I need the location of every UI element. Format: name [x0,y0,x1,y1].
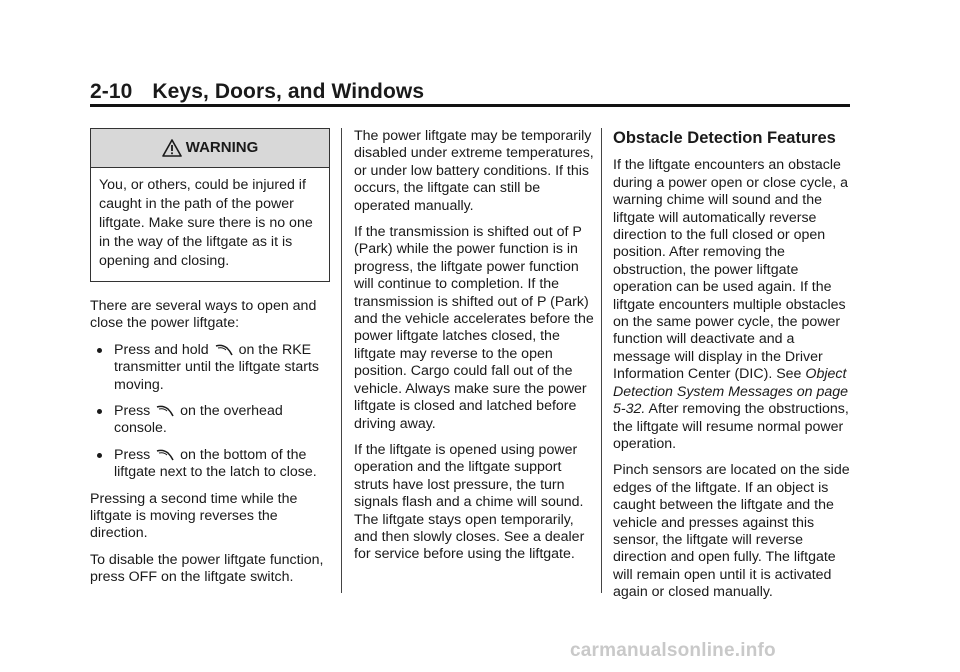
paragraph-text: If the liftgate encounters an obstacle during a power open or close cycle, a warning chime will sound and the liftgate will automatically reverse direction to the full closed or open position. After removing the obstruction, the power liftgate operation can be used again. If the liftgate encounters multiple obstacles on the same power cycle, the power function will deactivate and a message will display in the Driver Information Center (DIC). See [613,157,849,383]
intro-paragraph: There are several ways to open and close the power liftgate: [90,298,317,332]
paragraph: The power liftgate may be temporarily disabled under extreme temperatures, or under low battery conditions. If this occurs, the liftgate can still be operated manually. [354,128,594,214]
paragraph: Pinch sensors are located on the side edges of the liftgate. If an object is caught between the liftgate and the vehicle and presses against this sensor, the liftgate will reverse direction and open fully. The liftgate will remain open until it is activated again or closed manually. [613,462,850,601]
watermark: carmanualsonline.info [570,640,776,661]
list-item [90,447,330,482]
warning-header [91,129,329,168]
bullet-dot [97,348,102,353]
liftgate-button-icon [215,344,233,356]
column-right [613,128,855,611]
page-number: 2-10 [90,80,133,103]
bullet-text: on the bottom of the liftgate next to the latch to close. [114,446,317,481]
page-header [90,80,850,106]
bullet-list [90,342,330,482]
warning-box [90,128,330,282]
bullet-text: Press and hold [114,341,209,358]
column-left [90,128,330,596]
liftgate-button-icon [156,449,174,461]
bullet-dot [97,453,102,458]
warning-triangle-icon [162,139,182,157]
list-item [90,403,330,438]
column-divider [601,128,602,593]
section-heading: Obstacle Detection Features [613,129,836,147]
list-item [90,342,330,394]
disable-paragraph: To disable the power liftgate function, press OFF on the liftgate switch. [90,551,324,586]
bullet-text: on the overhead console. [114,403,283,437]
liftgate-button-icon [156,405,174,417]
column-divider [341,128,342,593]
bullet-text: Press [114,403,151,420]
bullet-dot [97,409,102,414]
column-middle [354,128,594,573]
paragraph [613,157,855,453]
warning-text: You, or others, could be injured if caught in the path of the power liftgate. Make sure there is no one in the way of the liftgate as it is opening and closing. [99,177,313,269]
header-rule [90,104,850,107]
warning-title: WARNING [185,139,259,157]
section-title: Keys, Doors, and Windows [152,80,425,103]
bullet-text: on the RKE transmitter until the liftgate starts moving. [114,341,320,393]
paragraph-text: After removing the obstructions, the liftgate will resume normal power operation. [613,401,849,452]
paragraph: If the transmission is shifted out of P (Park) while the power function is in progress, the liftgate power function will continue to completion. If the transmission is shifted out of P (Park) and the vehicle accelerates before the power liftgate latches closed, the liftgate may reverse to the open position. Cargo could fall out of the vehicle. Always make sure the power liftgate is closed and latched before driving away. [354,224,594,432]
second-press-paragraph: Pressing a second time while the liftgate is moving reverses the direction. [90,490,298,542]
cross-reference-link[interactable]: Object Detection System Messages on page 5-32. [613,366,849,418]
bullet-text: Press [114,446,151,463]
paragraph: If the liftgate is opened using power operation and the liftgate support struts have lost pressure, the turn signals flash and a chime will sound. The liftgate stays open temporarily, and then slowly closes. See a dealer for service before using the liftgate. [354,441,585,563]
